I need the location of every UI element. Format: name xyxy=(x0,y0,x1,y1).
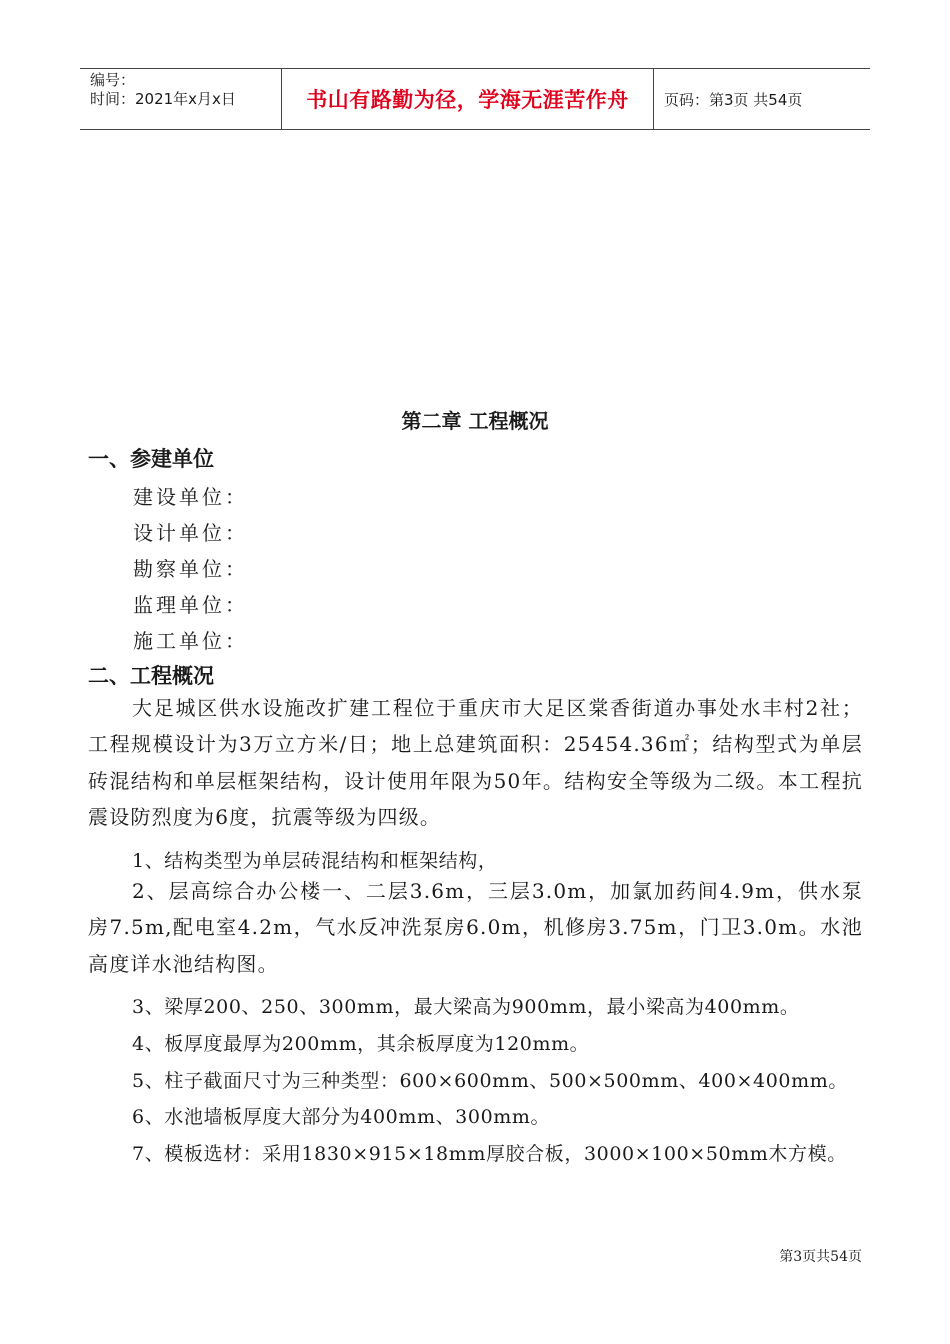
unit-survey: 勘察单位： xyxy=(133,557,248,581)
page-footer: 第3页共54页 xyxy=(779,1249,862,1265)
section-heading-participants: 一、参建单位 xyxy=(88,447,214,471)
unit-construction: 建设单位： xyxy=(133,485,248,509)
overview-item-6: 6、水池墙板厚度大部分为400mm、300mm。 xyxy=(132,1106,551,1128)
page-header xyxy=(80,68,870,130)
unit-builder: 施工单位： xyxy=(133,629,248,653)
overview-item-1: 1、结构类型为单层砖混结构和框架结构， xyxy=(132,850,498,872)
overview-item-4: 4、板厚度最厚为200mm，其余板厚度为120mm。 xyxy=(132,1033,590,1055)
document-time-label: 时间：2021年x月x日 xyxy=(90,90,236,108)
header-page-info: 页码：第3页 共54页 xyxy=(664,90,803,109)
overview-item-3: 3、梁厚200、250、300mm，最大梁高为900mm，最小梁高为400mm。 xyxy=(132,996,800,1018)
unit-supervision: 监理单位： xyxy=(133,593,248,617)
overview-paragraph: 大足城区供水设施改扩建工程位于重庆市大足区棠香街道办事处水丰村2社；工程规模设计为3万立方米/日；地上总建筑面积：25454.36㎡；结构型式为单层砖混结构和单层框架结构，设计使用年限为50年。结构安全等级为二级。本工程抗震设防烈度为6度，抗震等级为四级。 xyxy=(88,696,863,829)
overview-item-2: 2、层高综合办公楼一、二层3.6m，三层3.0m，加氯加药间4.9m，供水泵房7.5m,配电室4.2m，气水反冲洗泵房6.0m，机修房3.75m，门卫3.0m。水池高度详水池结构图。 xyxy=(88,879,863,976)
header-meta xyxy=(80,69,282,129)
chapter-title: 第二章 工程概况 xyxy=(401,409,549,433)
document-number-label: 编号： xyxy=(90,71,136,89)
overview-item-5: 5、柱子截面尺寸为三种类型：600×600mm、500×500mm、400×400mm。 xyxy=(132,1070,848,1092)
overview-item-7: 7、模板选材：采用1830×915×18mm厚胶合板，3000×100×50mm木方模。 xyxy=(132,1143,847,1165)
section-heading-overview: 二、工程概况 xyxy=(88,664,214,688)
unit-design: 设计单位： xyxy=(133,521,248,545)
header-motto: 书山有路勤为径，学海无涯苦作舟 xyxy=(282,69,654,129)
